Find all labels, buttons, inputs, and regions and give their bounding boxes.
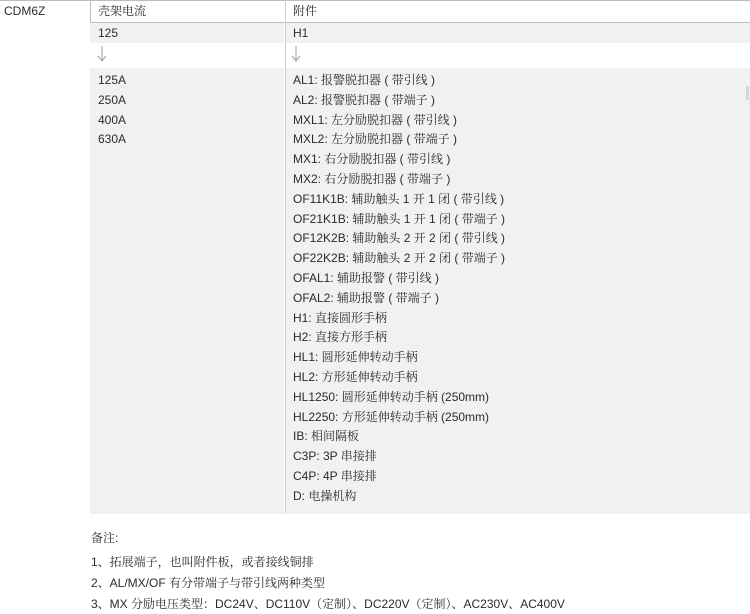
notes-section [91,528,565,614]
frame-current-item: 630A [98,132,127,147]
frame-current-header: 壳架电流 [98,4,147,18]
accessory-item: MX2: 右分励脱扣器 ( 带端子 ) [293,171,451,186]
accessory-item: MXL2: 左分励脱扣器 ( 带端子 ) [293,132,458,147]
accessory-item: D: 电操机构 [293,488,357,503]
accessory-item: OF12K2B: 辅助触头 2 开 2 闭 ( 带引线 ) [293,231,506,246]
note-item: 2、AL/MX/OF 有分带端子与带引线两种类型 [91,576,326,590]
accessory-item: OF11K1B: 辅助触头 1 开 1 闭 ( 带引线 ) [293,191,505,206]
accessory-item: AL2: 报警脱扣器 ( 带端子 ) [293,92,436,107]
accessory-item: H1: 直接圆形手柄 [293,310,388,325]
accessory-item: C3P: 3P 串接排 [293,449,377,464]
model-label: CDM6Z [4,4,46,18]
subheader-band-left [90,23,284,43]
accessory-value: H1 [293,26,309,40]
column-divider [285,0,286,514]
subheader-band-right [286,23,750,43]
accessory-item: MX1: 右分励脱扣器 ( 带引线 ) [293,152,451,167]
left-column-divider [90,0,91,22]
note-item: 3、MX 分励电压类型：DC24V、DC110V（定制）、DC220V（定制）、AC230V、AC400V [91,597,565,611]
accessory-item: IB: 相间隔板 [293,429,360,444]
frame-current-list [98,71,126,150]
accessory-item: OF22K2B: 辅助触头 2 开 2 闭 ( 带端子 ) [293,251,506,266]
accessory-item: MXL1: 左分励脱扣器 ( 带引线 ) [293,112,458,127]
accessories-list [293,71,505,507]
down-arrow-icon [96,46,108,62]
accessory-item: AL1: 报警脱扣器 ( 带引线 ) [293,73,436,87]
accessory-item: H2: 直接方形手柄 [293,330,388,345]
note-item: 1、拓展端子，也叫附件板，或者接线铜排 [91,555,314,569]
accessory-item: OFAL1: 辅助报警 ( 带引线 ) [293,270,440,285]
frame-value: 125 [98,26,119,40]
frame-current-item: 250A [98,92,127,107]
accessory-item: HL2250: 方形延伸转动手柄 (250mm) [293,409,490,424]
accessory-item: C4P: 4P 串接排 [293,468,377,483]
accessories-header: 附件 [293,4,318,18]
accessory-item: HL2: 方形延伸转动手柄 [293,369,418,384]
notes-title: 备注: [91,531,119,545]
down-arrow-icon [290,46,302,62]
header-row [0,1,750,22]
accessory-item: HL1250: 圆形延伸转动手柄 (250mm) [293,389,490,404]
scrollbar-thumb[interactable] [746,86,749,100]
frame-current-item: 125A [98,73,127,87]
accessory-item: HL1: 圆形延伸转动手柄 [293,350,418,365]
frame-current-item: 400A [98,112,127,127]
accessory-item: OFAL2: 辅助报警 ( 带端子 ) [293,290,440,305]
accessory-item: OF21K1B: 辅助触头 1 开 1 闭 ( 带端子 ) [293,211,506,226]
